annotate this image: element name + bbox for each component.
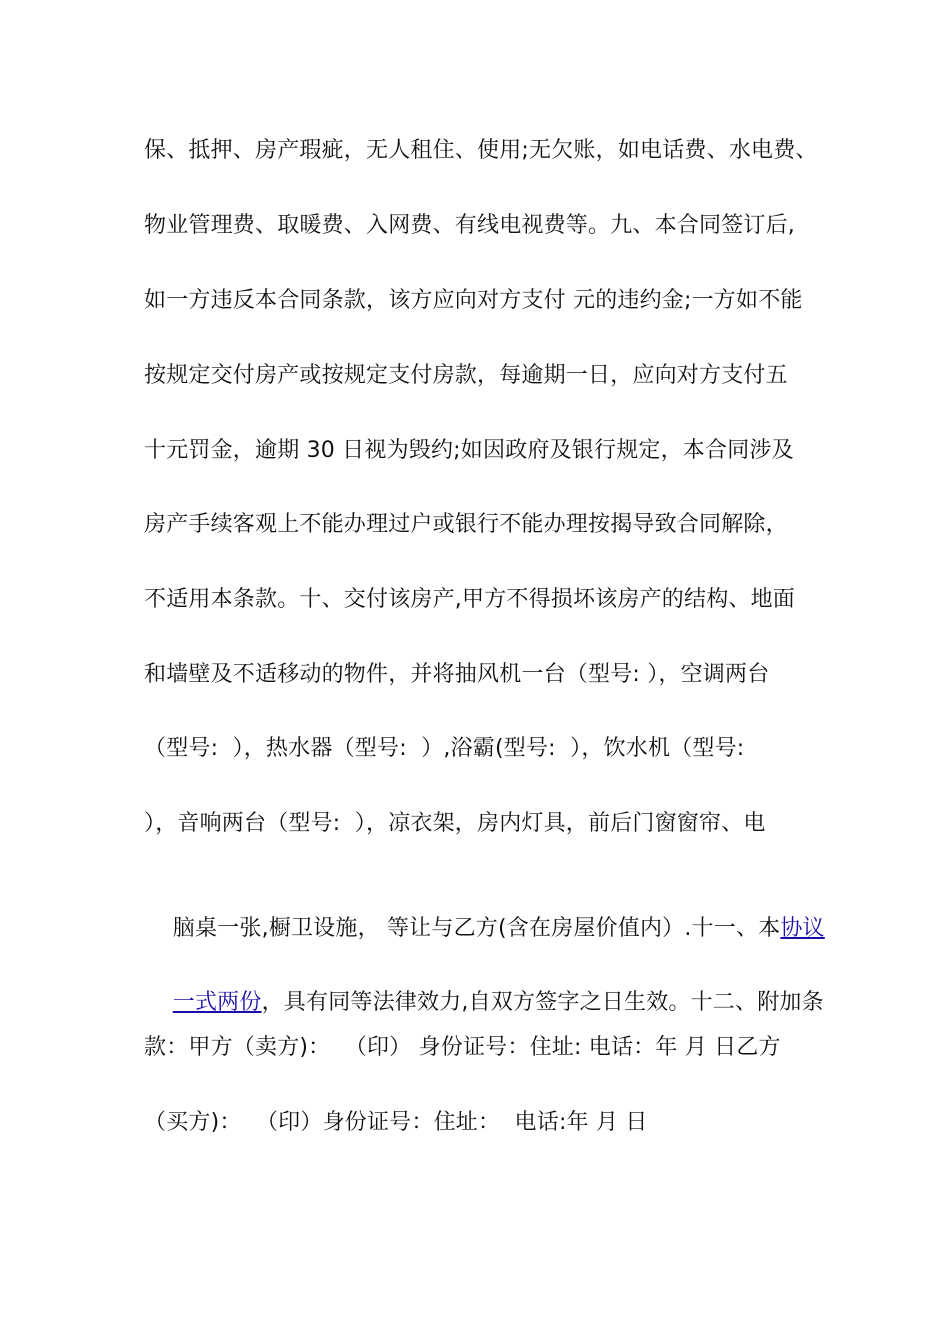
text-line-4: 按规定交付房产或按规定支付房款，每逾期一日，应向对方支付五 (144, 363, 788, 388)
text-line-10: ），音响两台（型号: ），凉衣架，房内灯具，前后门窗窗帘、电 (144, 811, 766, 836)
text-line-5: 十元罚金，逾期 30 日视为毁约;如因政府及银行规定，本合同涉及 (144, 438, 794, 463)
text-line-1: 保、抵押、房产瑕疵，无人租住、使用;无欠账，如电话费、水电费、 (144, 138, 818, 163)
text-line-2: 物业管理费、取暖费、入网费、有线电视费等。九、本合同签订后, (144, 213, 795, 238)
text-line-13: 款：甲方（卖方)： （印） 身份证号：住址: 电话：年 月 日乙方 (144, 1035, 781, 1060)
text-line-8: 和墙壁及不适移动的物件，并将抽风机一台（型号: ），空调两台 (144, 662, 770, 687)
text-line-3: 如一方违反本合同条款，该方应向对方支付 元的违约金;一方如不能 (144, 288, 803, 313)
text-line-14: （买方)： （印）身份证号：住址： 电话:年 月 日 (144, 1110, 648, 1135)
text-line-12-main: ，具有同等法律效力,自双方签字之日生效。十二、附加条 (261, 990, 824, 1015)
agreement-link-part-1[interactable]: 协议 (780, 916, 825, 941)
text-line-7: 不适用本条款。十、交付该房产,甲方不得损坏该房产的结构、地面 (144, 587, 795, 612)
text-line-11-main: 脑桌一张,橱卫设施， 等让与乙方(含在房屋价值内）.十一、本 (172, 916, 781, 941)
text-line-6: 房产手续客观上不能办理过户或银行不能办理按揭导致合同解除， (144, 512, 788, 537)
agreement-link-part-2[interactable]: 一式两份 (172, 990, 262, 1015)
text-line-9: （型号: ），热水器（型号: ）,浴霸(型号: ），饮水机（型号: (144, 736, 745, 761)
